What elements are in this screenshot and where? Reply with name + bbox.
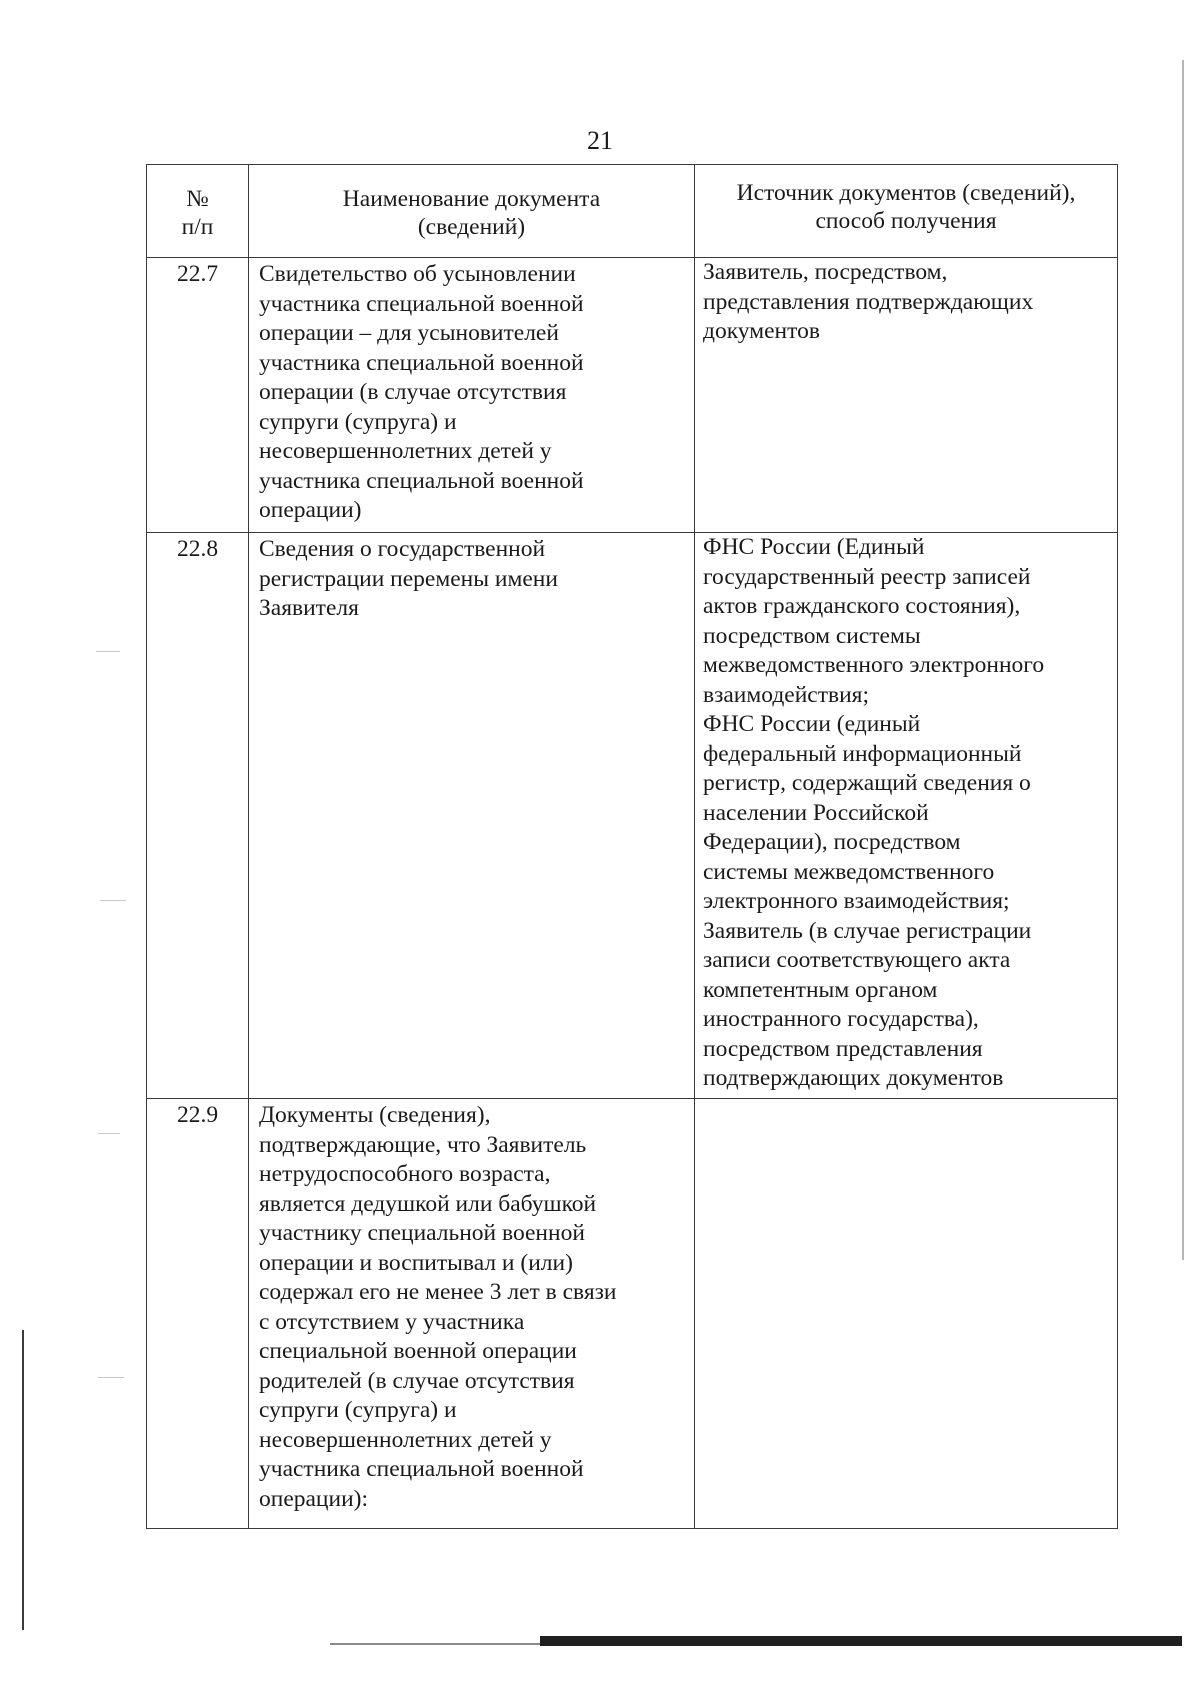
document-name-line: подтверждающие, что Заявитель (259, 1131, 587, 1158)
document-source-line: Заявитель (в случае регистрации (703, 917, 1032, 944)
document-name-line: супруги (супруга) и (259, 1397, 457, 1423)
document-name-line: участнику специальной военной (259, 1220, 585, 1246)
row-number: 22.8 (147, 533, 249, 1099)
document-name-line: Свидетельство об усыновлении (259, 261, 576, 287)
document-source-line: ФНС России (единый (703, 711, 921, 737)
document-name-line: участника специальной военной (259, 349, 584, 376)
document-name-line: содержал его не менее 3 лет в связи (259, 1279, 617, 1305)
document-source-line: Федерации), посредством (703, 829, 961, 855)
document-source-line: документов (703, 318, 820, 344)
row-number: 22.9 (147, 1099, 249, 1529)
scan-speck (98, 1133, 120, 1134)
document-name-line: специальной военной операции (259, 1338, 577, 1364)
table-header-row (147, 165, 1118, 258)
document-name-line: Сведения о государственной (259, 536, 546, 562)
scan-speck (96, 651, 120, 652)
document-source-line: Заявитель, посредством, (703, 259, 948, 285)
row-number: 22.7 (147, 258, 249, 533)
scan-bottom-line (330, 1643, 540, 1645)
header-name (249, 165, 695, 258)
document-name-line: является дедушкой или бабушкой (259, 1190, 597, 1217)
document-source-line: федеральный информационный (703, 740, 1022, 767)
table-row (147, 1099, 1118, 1529)
header-name-line: Наименование документа (342, 186, 601, 212)
document-source-line: взаимодействия; (703, 681, 870, 708)
header-name-line: (сведений) (417, 214, 526, 240)
document-source-cell (695, 1099, 1118, 1529)
scan-edge-left (22, 1330, 24, 1630)
document-name-line: операции (в случае отсутствия (259, 379, 567, 405)
header-source-line: Источник документов (сведений), (736, 180, 1076, 206)
document-name-line: участника специальной военной (259, 467, 584, 494)
table-row (147, 533, 1118, 1099)
table-row (147, 258, 1118, 533)
document-source-line: компетентным органом (703, 976, 938, 1003)
document-source-line: регистр, содержащий сведения о (703, 770, 1031, 796)
document-source-line: ФНС России (Единый (703, 534, 925, 560)
document-name-line: операции): (259, 1485, 369, 1512)
document-name-line: операции) (259, 497, 362, 523)
document-source-line: подтверждающих документов (703, 1065, 1004, 1091)
document-source-line: представления подтверждающих (703, 288, 1034, 315)
document-source-line: электронного взаимодействия; (703, 888, 1010, 914)
document-source-line: межведомственного электронного (703, 652, 1045, 678)
scan-bottom-bar (540, 1636, 1182, 1646)
page-number: 21 (587, 126, 613, 155)
document-source-line: населении Российской (703, 799, 929, 826)
document-name-line: супруги (супруга) и (259, 408, 457, 435)
header-num (147, 165, 249, 258)
header-source-line: способ получения (815, 208, 997, 234)
document-source-line: посредством представления (703, 1035, 983, 1062)
header-num-line: № (186, 186, 209, 212)
document-name-cell (249, 533, 695, 1099)
document-name-line: операции – для усыновителей (259, 320, 559, 346)
document-name-line: несовершеннолетних детей у (259, 1426, 552, 1453)
document-name-line: участника специальной военной (259, 290, 584, 317)
document-name-line: Документы (сведения), (259, 1102, 491, 1128)
document-source-line: системы межведомственного (703, 858, 995, 885)
document-name-line: несовершеннолетних детей у (259, 438, 552, 464)
document-name-line: Заявителя (259, 595, 359, 621)
document-source-cell (695, 533, 1118, 1099)
document-name-cell (249, 258, 695, 533)
header-source (695, 165, 1118, 258)
document-source-line: иностранного государства), (703, 1006, 979, 1032)
document-name-cell (249, 1099, 695, 1529)
document-name-line: регистрации перемены имени (259, 565, 558, 592)
document-name-line: участника специальной военной (259, 1456, 584, 1482)
scan-speck (98, 1377, 124, 1378)
document-source-line: актов гражданского состояния), (703, 593, 1021, 619)
header-num-line: п/п (181, 214, 214, 240)
document-name-line: нетрудоспособного возраста, (259, 1161, 551, 1187)
document-name-line: с отсутствием у участника (259, 1308, 525, 1335)
document-source-cell (695, 258, 1118, 533)
document-source-line: государственный реестр записей (703, 563, 1031, 590)
scan-edge-right (1182, 60, 1184, 1260)
document-name-line: родителей (в случае отсутствия (259, 1367, 575, 1394)
scan-speck (100, 900, 126, 901)
document-source-line: посредством системы (703, 622, 921, 649)
document-name-line: операции и воспитывал и (или) (259, 1249, 573, 1276)
documents-table (146, 164, 1118, 1529)
document-source-line: записи соответствующего акта (703, 947, 1011, 973)
